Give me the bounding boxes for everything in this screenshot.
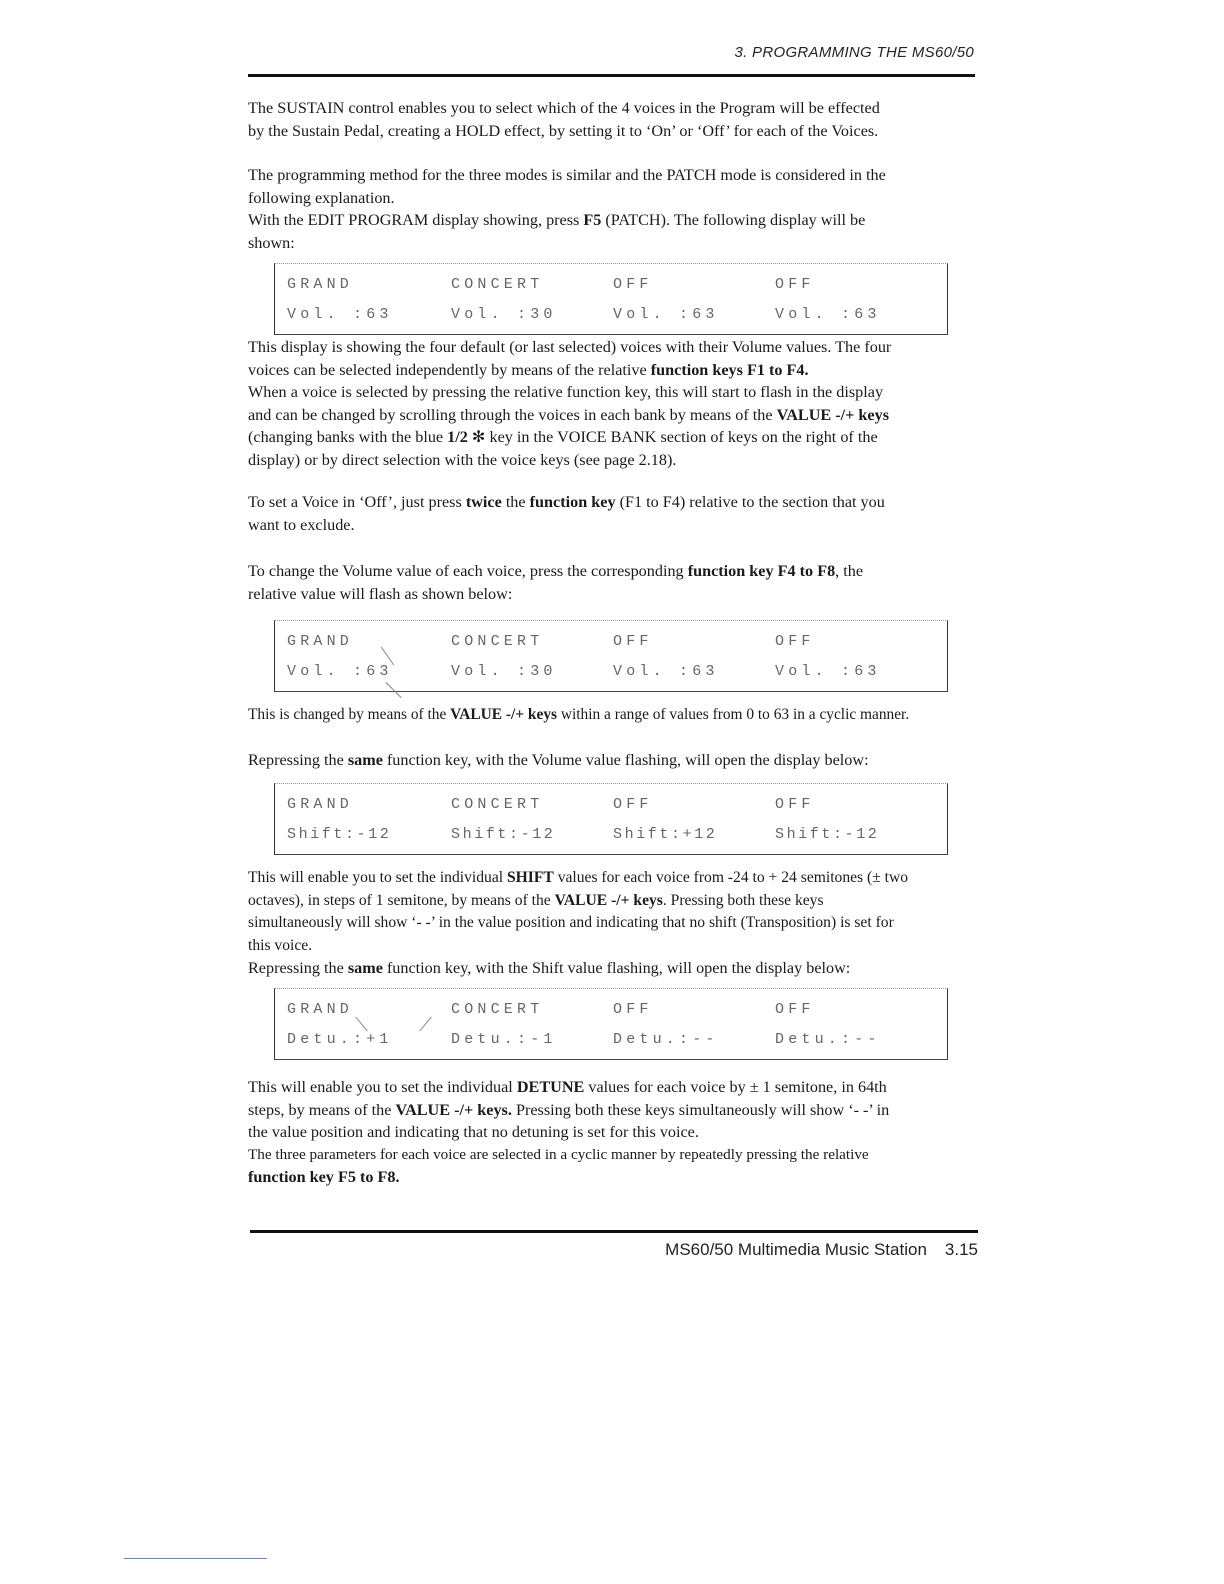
text-run: With the EDIT PROGRAM display showing, press xyxy=(248,211,584,229)
text-run: (F1 to F4) relative to the section that you xyxy=(615,493,885,511)
text-line: The three parameters for each voice are selected in a cyclic manner by repeatedly pressing the relative xyxy=(248,1145,869,1163)
text-line: shown: xyxy=(248,233,295,252)
text-line xyxy=(248,404,975,427)
lcd-value-3: Shift:+12 xyxy=(613,826,718,843)
text-run: To change the Volume value of each voice, press the corresponding xyxy=(248,562,688,580)
text-line xyxy=(248,867,975,890)
flash-mark xyxy=(419,1017,431,1031)
paragraph-repress-volume xyxy=(248,749,975,772)
lcd-display-volume xyxy=(274,263,948,335)
value-keys: VALUE -/+ keys. xyxy=(395,1100,512,1119)
text-line xyxy=(248,359,975,382)
text-line: display) or by direct selection with the voice keys (see page 2.18). xyxy=(248,450,677,469)
bank-key: 1/2 xyxy=(447,428,468,446)
header-rule xyxy=(248,74,975,77)
paragraph-sustain xyxy=(248,97,975,142)
text-line xyxy=(248,1099,975,1122)
detune-term: DETUNE xyxy=(516,1078,585,1096)
lcd-voice-3: OFF xyxy=(613,1001,653,1018)
paragraph-detune xyxy=(248,1076,975,1189)
lcd-voice-2: CONCERT xyxy=(451,633,544,650)
lcd-voice-4: OFF xyxy=(775,633,815,650)
function-key: function key xyxy=(529,493,616,511)
lcd-value-2: Vol. :30 xyxy=(451,306,557,323)
text-line: by the Sustain Pedal, creating a HOLD effect, by setting it to ‘On’ or ‘Off’ for each of the Voices. xyxy=(248,121,879,140)
text-run: values for each voice from -24 to + 24 semitones (± two xyxy=(553,869,909,886)
lcd-voice-1: GRAND xyxy=(287,796,354,813)
page-footer xyxy=(560,1240,978,1260)
lcd-voice-1: GRAND xyxy=(287,1001,354,1018)
lcd-value-2: Vol. :30 xyxy=(451,663,557,680)
lcd-voice-4: OFF xyxy=(775,1001,815,1018)
function-keys-f1-f4: function keys F1 to F4. xyxy=(650,360,809,379)
paragraph-shift xyxy=(248,867,975,980)
lcd-voice-4: OFF xyxy=(775,796,815,813)
paragraph-voice-off xyxy=(248,491,975,536)
scan-edge-line xyxy=(124,1558,267,1559)
shift-term: SHIFT xyxy=(507,869,554,886)
text-run: values for each voice by ± 1 semitone, in 64th xyxy=(584,1078,887,1096)
lcd-display-shift xyxy=(274,783,948,855)
text-line xyxy=(248,890,975,913)
lcd-voice-2: CONCERT xyxy=(451,1001,544,1018)
text-line xyxy=(248,704,975,727)
lcd-voice-3: OFF xyxy=(613,796,653,813)
lcd-voice-2: CONCERT xyxy=(451,796,544,813)
text-line xyxy=(248,957,975,980)
text-run: Repressing the xyxy=(248,751,348,769)
function-keys-f4-f8: function key F4 to F8 xyxy=(687,562,836,580)
lcd-value-4: Detu.:-- xyxy=(775,1031,881,1048)
lcd-value-3: Vol. :63 xyxy=(613,663,719,680)
page-number: 3.15 xyxy=(944,1240,978,1259)
text-line: want to exclude. xyxy=(248,515,355,534)
lcd-voice-2: CONCERT xyxy=(451,276,544,293)
paragraph-programming-method xyxy=(248,164,975,254)
emphasis-twice: twice xyxy=(465,493,502,511)
text-run: the xyxy=(501,493,530,511)
text-run: steps, by means of the xyxy=(248,1100,396,1119)
lcd-voice-3: OFF xyxy=(613,633,653,650)
text-line: This display is showing the four default (or last selected) voices with their Volume values. The four xyxy=(248,338,892,356)
text-line xyxy=(248,1076,975,1099)
text-line xyxy=(248,491,975,514)
text-line xyxy=(248,560,975,583)
function-keys-f5-f8: function key F5 to F8. xyxy=(248,1168,400,1186)
text-line: simultaneously will show ‘- -’ in the value position and indicating that no shift (Transposition) is set for xyxy=(248,914,894,931)
paragraph-value-range xyxy=(248,704,975,727)
paragraph-default-voices xyxy=(248,336,975,471)
text-run: and can be changed by scrolling through the voices in each bank by means of the xyxy=(248,405,777,424)
lcd-voice-1: GRAND xyxy=(287,633,354,650)
lcd-value-1: Vol. :63 xyxy=(287,306,393,323)
text-run: ✻ key in the VOICE BANK section of keys on the right of the xyxy=(467,428,878,446)
lcd-value-4: Shift:-12 xyxy=(775,826,880,843)
text-run: This is changed by means of the xyxy=(248,706,451,723)
lcd-value-2: Shift:-12 xyxy=(451,826,556,843)
lcd-value-1: Detu.:+1 xyxy=(287,1031,393,1048)
key-f5: F5 xyxy=(583,211,602,229)
text-run: Pressing both these keys simultaneously will show ‘- -’ in xyxy=(511,1100,890,1119)
text-line xyxy=(248,426,975,449)
text-line xyxy=(248,209,975,232)
text-run: function key, with the Volume value flashing, will open the display below: xyxy=(382,751,869,769)
text-line: The programming method for the three modes is similar and the PATCH mode is considered in the xyxy=(248,166,886,184)
text-line: the value position and indicating that no detuning is set for this voice. xyxy=(248,1123,699,1141)
emphasis-same: same xyxy=(347,959,383,977)
text-line: When a voice is selected by pressing the relative function key, this will start to flash in the display xyxy=(248,383,884,401)
lcd-value-2: Detu.:-1 xyxy=(451,1031,557,1048)
lcd-display-volume-flash xyxy=(274,620,948,692)
text-run: To set a Voice in ‘Off’, just press xyxy=(248,493,466,511)
text-run: voices can be selected independently by means of the relative xyxy=(248,360,651,379)
text-run: . Pressing both these keys xyxy=(662,891,824,909)
flash-mark xyxy=(355,1017,367,1031)
value-keys: VALUE -/+ keys xyxy=(554,891,663,909)
footer-rule xyxy=(250,1230,978,1233)
text-run: octaves), in steps of 1 semitone, by means of the xyxy=(248,891,555,909)
text-run: Repressing the xyxy=(248,959,348,977)
text-line xyxy=(248,749,975,772)
lcd-voice-1: GRAND xyxy=(287,276,354,293)
text-run: This will enable you to set the individual xyxy=(248,869,507,886)
text-line: following explanation. xyxy=(248,188,395,207)
lcd-voice-3: OFF xyxy=(613,276,653,293)
text-run: function key, with the Shift value flashing, will open the display below: xyxy=(382,959,851,977)
text-run: (PATCH). The following display will be xyxy=(601,211,866,229)
text-run: (changing banks with the blue xyxy=(248,428,448,446)
lcd-voice-4: OFF xyxy=(775,276,815,293)
value-keys: VALUE -/+ keys xyxy=(776,405,889,424)
lcd-value-3: Detu.:-- xyxy=(613,1031,719,1048)
lcd-value-4: Vol. :63 xyxy=(775,663,881,680)
value-keys: VALUE -/+ keys xyxy=(450,706,558,723)
footer-title: MS60/50 Multimedia Music Station xyxy=(665,1240,927,1259)
text-run: , the xyxy=(835,562,864,580)
flash-mark xyxy=(385,682,401,698)
text-line: relative value will flash as shown below: xyxy=(248,584,513,603)
lcd-display-detune xyxy=(274,988,948,1060)
running-header: 3. PROGRAMMING THE MS60/50 xyxy=(734,44,974,61)
lcd-value-1: Shift:-12 xyxy=(287,826,392,843)
text-line: The SUSTAIN control enables you to select which of the 4 voices in the Program will be effected xyxy=(248,99,880,117)
lcd-value-4: Vol. :63 xyxy=(775,306,881,323)
lcd-value-3: Vol. :63 xyxy=(613,306,719,323)
text-run: within a range of values from 0 to 63 in a cyclic manner. xyxy=(557,706,910,723)
text-line: this voice. xyxy=(248,936,313,954)
paragraph-volume-change xyxy=(248,560,975,605)
lcd-value-1: Vol. :63 xyxy=(287,663,393,680)
text-run: This will enable you to set the individual xyxy=(248,1078,517,1096)
emphasis-same: same xyxy=(347,751,383,769)
